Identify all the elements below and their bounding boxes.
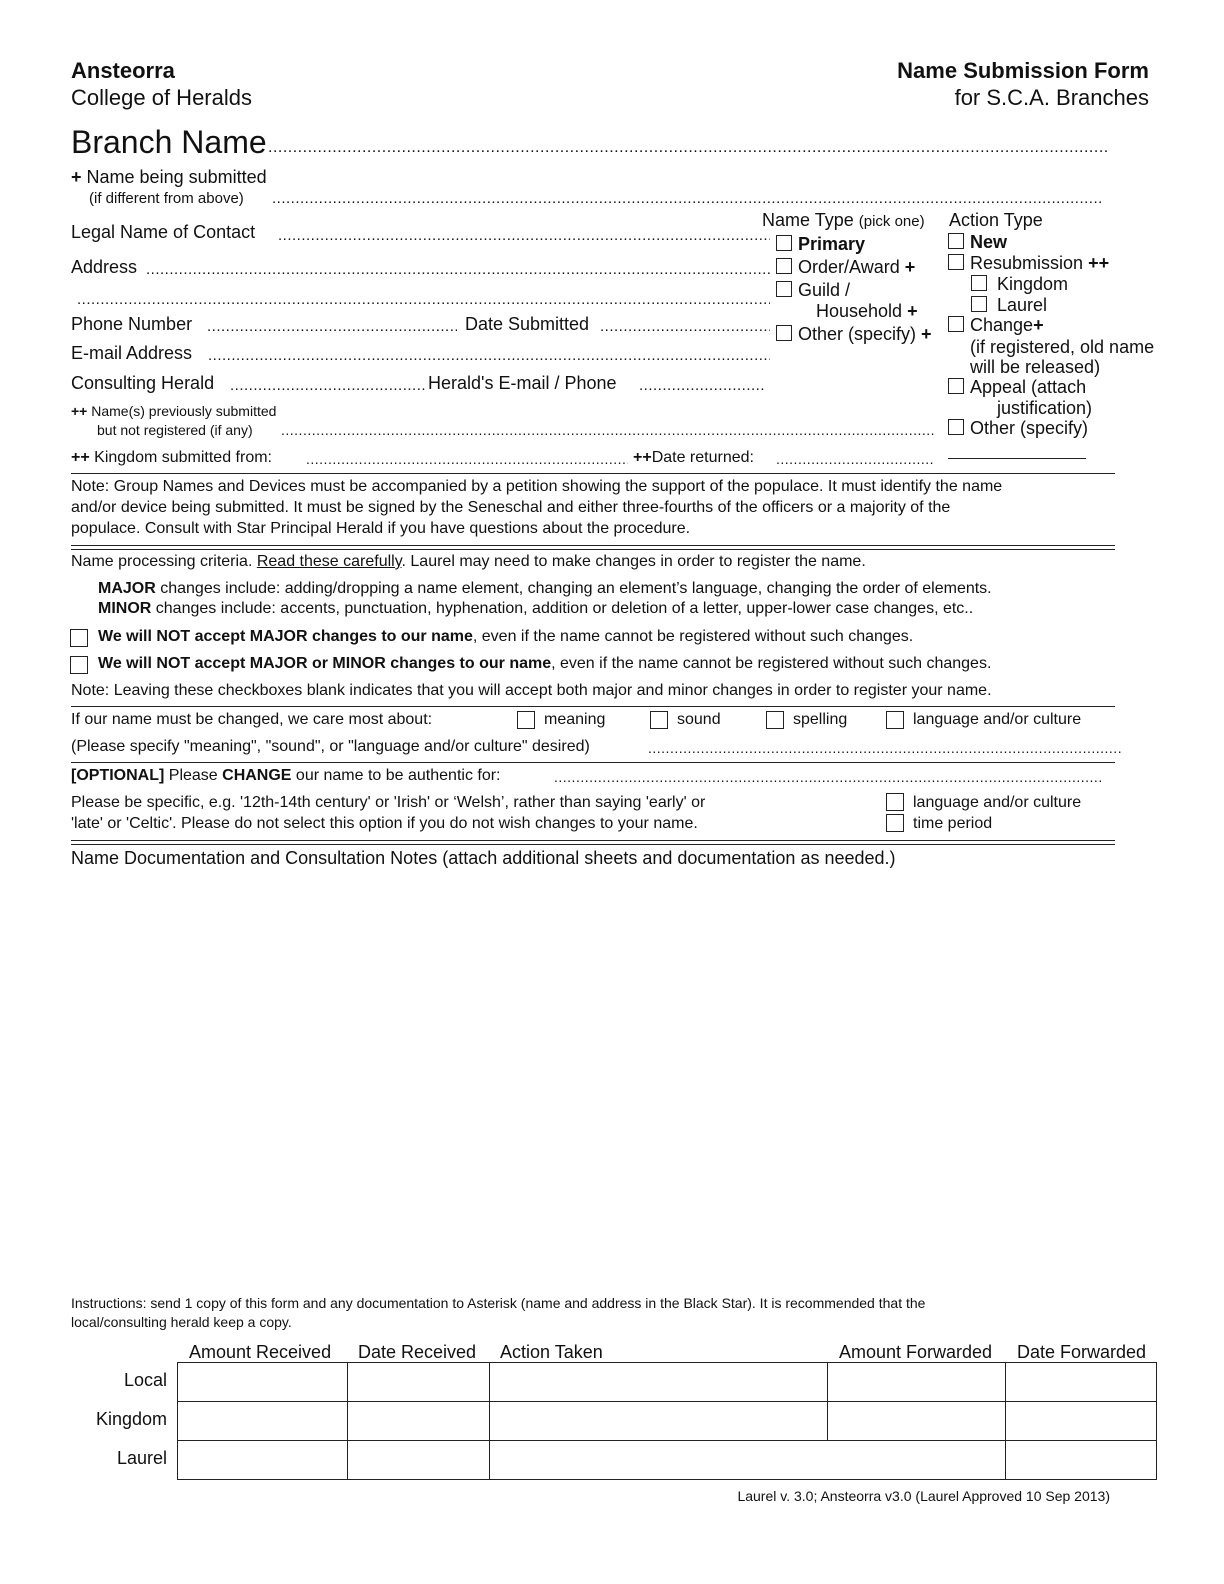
resubmission-checkbox[interactable] [948, 254, 964, 270]
resubmission-label: Resubmission [970, 253, 1084, 273]
change-checkbox[interactable] [948, 316, 964, 332]
no-minor-checkbox[interactable] [70, 656, 88, 674]
action-other-line[interactable] [948, 458, 1086, 459]
kingdom-from-field[interactable] [306, 451, 628, 467]
petition-note-3: populace. Consult with Star Principal Herald if you have questions about the procedure. [71, 520, 691, 537]
phone-field[interactable] [207, 318, 457, 335]
table-cell[interactable] [490, 1402, 828, 1441]
new-label: New [970, 232, 1008, 252]
double-plus-marker: ++ [633, 449, 652, 466]
care-about-label: If our name must be changed, we care most about: [71, 711, 433, 728]
row-local: Local [123, 1370, 167, 1390]
optional-instructions-1: Please be specific, e.g. '12th-14th century' or 'Irish' or ‘Welsh’, rather than saying 'early' or [71, 794, 706, 811]
plus-marker: + [1033, 315, 1044, 335]
criteria-intro: Name processing criteria. [71, 553, 257, 570]
col-action-taken: Action Taken [500, 1342, 603, 1362]
date-returned-field[interactable] [776, 451, 934, 467]
email-label: E-mail Address [71, 343, 193, 363]
table-cell[interactable] [490, 1441, 1006, 1480]
meaning-checkbox[interactable] [517, 711, 535, 729]
optional-authentic-field[interactable] [554, 769, 1104, 785]
prev-names-field[interactable] [281, 422, 935, 438]
table-cell[interactable] [178, 1402, 348, 1441]
table-cell[interactable] [178, 1441, 348, 1480]
blank-checkbox-note: Note: Leaving these checkboxes blank indicates that you will accept both major and minor changes in order to register your name. [71, 682, 992, 699]
version-footer: Laurel v. 3.0; Ansteorra v3.0 (Laurel Approved 10 Sep 2013) [737, 1488, 1110, 1504]
table-cell[interactable] [828, 1363, 1006, 1402]
legal-name-label: Legal Name of Contact [71, 222, 256, 242]
table-cell[interactable] [1006, 1363, 1157, 1402]
optional-instructions-2: 'late' or 'Celtic'. Please do not select this option if you do not wish changes to your name. [71, 815, 698, 832]
prev-names-label-2: but not registered (if any) [97, 422, 253, 438]
primary-label: Primary [798, 234, 866, 254]
resub-kingdom-label: Kingdom [997, 274, 1069, 294]
table-cell[interactable] [348, 1441, 490, 1480]
address-field-2[interactable] [77, 291, 770, 308]
tracking-table [177, 1362, 1157, 1480]
language-culture-label: language and/or culture [913, 711, 1082, 728]
date-returned-label: Date returned: [651, 449, 754, 466]
optional-language-checkbox[interactable] [886, 793, 904, 811]
spelling-label: spelling [793, 711, 848, 728]
address-field-1[interactable] [146, 261, 770, 278]
form-title: Name Submission Form [897, 58, 1149, 83]
care-specify-field[interactable] [648, 740, 1122, 756]
resub-kingdom-checkbox[interactable] [971, 275, 987, 291]
no-minor-bold: We will NOT accept MAJOR or MINOR changes to our name [98, 655, 552, 672]
herald-contact-field[interactable] [639, 377, 765, 394]
change-note-2: will be released) [970, 357, 1101, 377]
resub-laurel-checkbox[interactable] [971, 296, 987, 312]
optional-please: Please [164, 767, 223, 784]
care-specify-label: (Please specify "meaning", "sound", or "language and/or culture" desired) [71, 738, 590, 755]
name-submitted-field[interactable] [272, 190, 1104, 207]
address-label: Address [71, 257, 138, 277]
consulting-herald-label: Consulting Herald [71, 373, 215, 393]
instructions-2: local/consulting herald keep a copy. [71, 1314, 292, 1330]
divider [71, 840, 1115, 841]
form-subtitle: for S.C.A. Branches [954, 85, 1149, 110]
instructions-1: Instructions: send 1 copy of this form and any documentation to Asterisk (name and address in the Black Star). It is recommended that the [71, 1295, 926, 1311]
table-cell[interactable] [1006, 1402, 1157, 1441]
col-amount-forwarded: Amount Forwarded [839, 1342, 993, 1362]
prev-names-label-1: Name(s) previously submitted [91, 403, 277, 419]
col-amount-received: Amount Received [189, 1342, 332, 1362]
divider [71, 762, 1115, 763]
new-checkbox[interactable] [948, 233, 964, 249]
appeal-label-2: justification) [997, 398, 1093, 418]
household-label: Household [816, 301, 903, 321]
table-cell[interactable] [348, 1363, 490, 1402]
change-label: Change [970, 315, 1034, 335]
divider [71, 549, 1115, 550]
action-type-heading: Action Type [949, 210, 1043, 230]
row-kingdom: Kingdom [95, 1409, 167, 1429]
notes-heading: Name Documentation and Consultation Notes (attach additional sheets and documentation as needed.) [71, 848, 896, 868]
read-carefully-text: Read these carefully [256, 553, 402, 570]
divider [71, 545, 1115, 546]
no-major-checkbox[interactable] [70, 629, 88, 647]
order-award-checkbox[interactable] [776, 258, 792, 274]
double-plus-marker: ++ [1088, 253, 1110, 273]
branch-name-label: Branch Name [71, 124, 267, 160]
plus-marker: + [921, 324, 932, 344]
name-submitted-label: Name being submitted [86, 167, 267, 187]
no-major-text: , even if the name cannot be registered without such changes. [472, 628, 914, 645]
sound-label: sound [677, 711, 721, 728]
petition-note-1: Note: Group Names and Devices must be accompanied by a petition showing the support of the populace. It must identify the name [71, 478, 1003, 495]
optional-period-checkbox[interactable] [886, 814, 904, 832]
optional-change: CHANGE [222, 767, 292, 784]
table-cell[interactable] [1006, 1441, 1157, 1480]
other-name-type-checkbox[interactable] [776, 325, 792, 341]
optional-label: [OPTIONAL] [71, 767, 165, 784]
optional-period-label: time period [913, 815, 993, 832]
plus-marker: + [904, 257, 916, 277]
major-text: changes include: adding/dropping a name element, changing an element’s language, changing the order of elements. [155, 580, 992, 597]
table-cell[interactable] [490, 1363, 828, 1402]
petition-note-2: and/or device being submitted. It must be signed by the Seneschal and either three-fourths of the officers or a majority of the [71, 499, 951, 516]
spelling-checkbox[interactable] [766, 711, 784, 729]
date-submitted-label: Date Submitted [465, 314, 590, 334]
primary-checkbox[interactable] [776, 235, 792, 251]
table-row [178, 1363, 1157, 1402]
appeal-label-1: Appeal (attach [970, 377, 1087, 397]
other-action-label: Other (specify) [970, 418, 1089, 438]
date-submitted-field[interactable] [600, 318, 770, 335]
divider [71, 706, 1115, 707]
guild-label: Guild / [798, 280, 851, 300]
meaning-label: meaning [544, 711, 606, 728]
criteria-intro-end: . Laurel may need to make changes in order to register the name. [401, 553, 866, 570]
optional-rest: our name to be authentic for: [291, 767, 501, 784]
language-culture-checkbox[interactable] [886, 711, 904, 729]
no-minor-text: , even if the name cannot be registered without such changes. [551, 655, 992, 672]
name-type-heading: Name Type [762, 210, 854, 230]
kingdom-from-label: Kingdom submitted from: [94, 449, 272, 466]
org-name: Ansteorra [71, 58, 175, 83]
optional-language-label: language and/or culture [913, 794, 1082, 811]
divider [71, 844, 1115, 845]
consulting-herald-field[interactable] [230, 377, 426, 394]
table-cell[interactable] [348, 1402, 490, 1441]
plus-marker: + [907, 301, 918, 321]
table-cell[interactable] [828, 1402, 1006, 1441]
row-laurel: Laurel [116, 1448, 167, 1468]
resub-laurel-label: Laurel [997, 295, 1048, 315]
phone-label: Phone Number [71, 314, 193, 334]
appeal-checkbox[interactable] [948, 378, 964, 394]
col-date-forwarded: Date Forwarded [1017, 1342, 1147, 1362]
table-row [178, 1402, 1157, 1441]
table-cell[interactable] [178, 1363, 348, 1402]
branch-name-field[interactable] [268, 139, 1110, 157]
order-award-label: Order/Award [798, 257, 900, 277]
sound-checkbox[interactable] [650, 711, 668, 729]
herald-contact-label: Herald's E-mail / Phone [428, 373, 617, 393]
other-name-type-label: Other (specify) [798, 324, 917, 344]
guild-checkbox[interactable] [776, 281, 792, 297]
table-row [178, 1441, 1157, 1480]
col-date-received: Date Received [358, 1342, 477, 1362]
minor-text: changes include: accents, punctuation, hyphenation, addition or deletion of a letter, upper-lower case changes, etc.. [151, 600, 974, 617]
if-different-label: (if different from above) [89, 190, 244, 207]
name-type-note: (pick one) [858, 213, 925, 230]
double-plus-marker: ++ [71, 403, 88, 419]
double-plus-marker: ++ [71, 449, 90, 466]
minor-label: MINOR [98, 600, 152, 617]
legal-name-field[interactable] [278, 227, 770, 244]
email-field[interactable] [208, 347, 770, 364]
no-major-bold: We will NOT accept MAJOR changes to our name [98, 628, 473, 645]
notes-area[interactable] [71, 875, 1115, 1280]
other-action-checkbox[interactable] [948, 419, 964, 435]
major-label: MAJOR [98, 580, 156, 597]
plus-marker: + [71, 167, 82, 187]
change-note-1: (if registered, old name [970, 337, 1155, 357]
divider [71, 473, 1115, 474]
college-name: College of Heralds [71, 85, 252, 110]
